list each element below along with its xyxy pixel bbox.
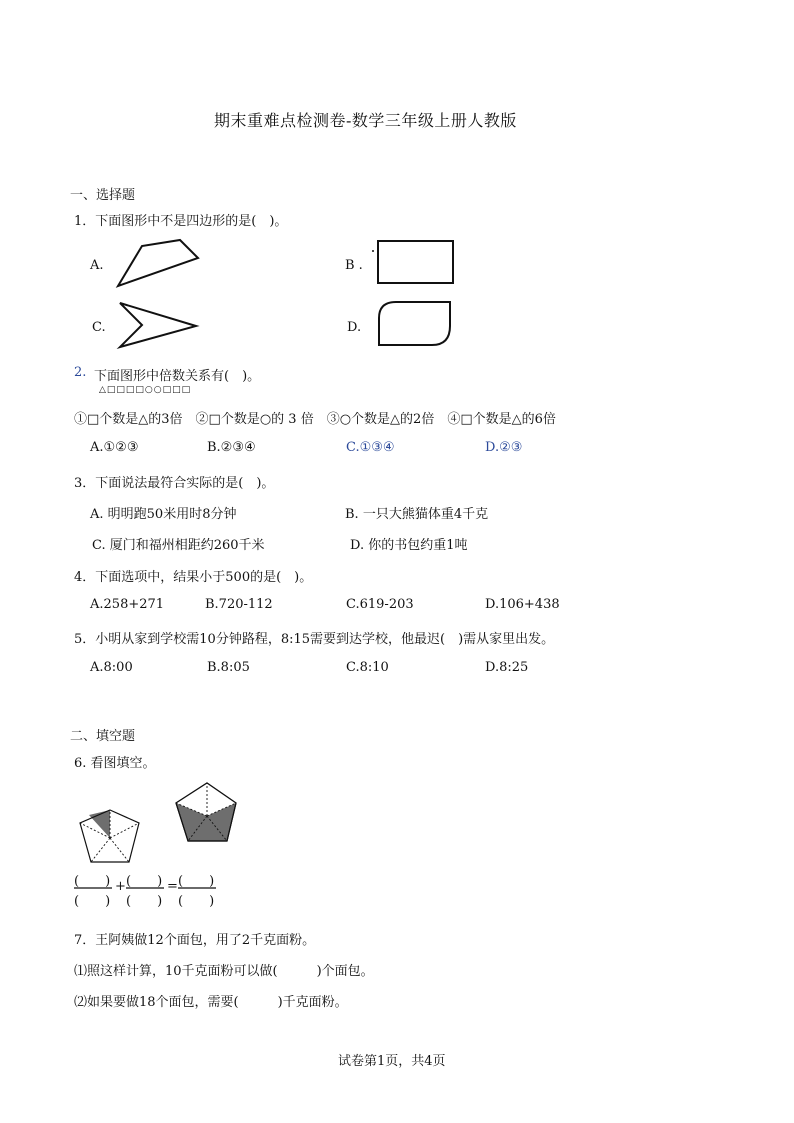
q6-equals-sign: = — [167, 879, 178, 894]
q6-fraction-2-denominator: ( ) — [126, 894, 163, 909]
q6-fraction-2-numerator: ( ) — [126, 874, 163, 889]
q1-label-b: B . — [345, 258, 363, 273]
q2-stem: 下面图形中倍数关系有( )。 — [94, 369, 261, 384]
q7-sub1: ⑴照这样计算，10千克面粉可以做( )个面包。 — [74, 964, 374, 979]
q2-option-d: D.②③ — [485, 440, 523, 455]
q4-option-b: B.720-112 — [205, 597, 273, 612]
q3-option-c: C. 厦门和福州相距约260千米 — [92, 538, 265, 553]
q2-option-a: A.①②③ — [90, 440, 139, 455]
q2-number: 2. — [74, 365, 87, 380]
q5-stem: 5．小明从家到学校需10分钟路程，8:15需要到达学校，他最迟( )需从家里出发。 — [74, 632, 555, 647]
q7-sub2: ⑵如果要做18个面包，需要( )千克面粉。 — [74, 995, 348, 1010]
q3-stem: 3．下面说法最符合实际的是( )。 — [74, 476, 275, 491]
q5-option-c: C.8:10 — [346, 660, 389, 675]
q2-option-c: C.①③④ — [346, 440, 395, 455]
q6-plus-sign: + — [115, 879, 126, 894]
q4-option-a: A.258+271 — [90, 597, 165, 612]
q6-fraction-2-bar — [126, 887, 166, 889]
q4-option-d: D.106+438 — [485, 597, 560, 612]
q1-shape-b — [370, 238, 460, 288]
q1-shape-d — [372, 298, 462, 350]
q6-fraction-1-numerator: ( ) — [74, 874, 111, 889]
q2-statements: ①□个数是△的3倍 ②□个数是○的 3 倍 ③○个数是△的2倍 ④□个数是△的6倍 — [74, 412, 556, 427]
q3-option-d: D. 你的书包约重1吨 — [350, 538, 468, 553]
q6-fraction-3-bar — [178, 887, 218, 889]
q3-option-b: B. 一只大熊猫体重4千克 — [345, 507, 489, 522]
q5-option-b: B.8:05 — [207, 660, 250, 675]
section-heading-fill: 二、填空题 — [70, 729, 136, 744]
q1-shape-c — [112, 300, 212, 350]
q6-fraction-3-denominator: ( ) — [178, 894, 215, 909]
q4-stem: 4．下面选项中，结果小于500的是( )。 — [74, 570, 313, 585]
q1-label-a: A. — [90, 258, 104, 273]
q1-stem: 1．下面图形中不是四边形的是( )。 — [74, 214, 288, 229]
q5-option-d: D.8:25 — [485, 660, 529, 675]
q6-fraction-1-denominator: ( ) — [74, 894, 111, 909]
page-title: 期末重难点检测卷-数学三年级上册人教版 — [214, 111, 517, 130]
q2-symbols: △□□□□○○□□□ — [99, 385, 192, 395]
q6-fraction-3-numerator: ( ) — [178, 874, 215, 889]
q3-option-a: A. 明明跑50米用时8分钟 — [90, 507, 237, 522]
q2-option-b: B.②③④ — [207, 440, 256, 455]
q1-label-c: C. — [92, 320, 106, 335]
q1-label-d: D. — [347, 320, 362, 335]
section-heading-choice: 一、选择题 — [70, 188, 136, 203]
q6-stem: 6. 看图填空。 — [74, 756, 156, 771]
q6-pentagon-left — [74, 804, 146, 866]
q5-option-a: A.8:00 — [90, 660, 133, 675]
q4-option-c: C.619-203 — [346, 597, 414, 612]
q6-pentagon-right — [172, 780, 244, 844]
q7-stem: 7．王阿姨做12个面包，用了2千克面粉。 — [74, 933, 316, 948]
q6-fraction-1-bar — [74, 887, 114, 889]
page-footer: 试卷第1页，共4页 — [338, 1054, 446, 1069]
q1-shape-a — [110, 232, 210, 292]
